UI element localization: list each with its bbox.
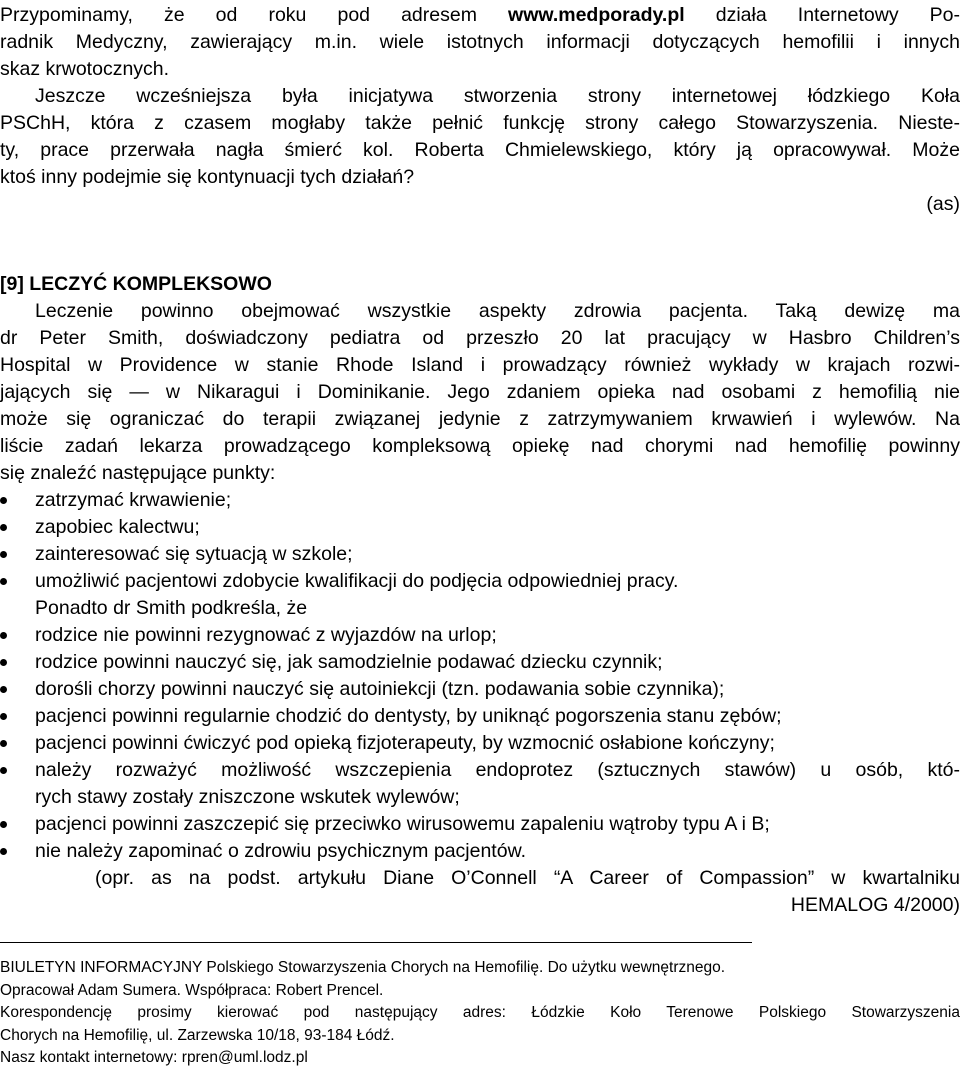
bullet-icon bbox=[0, 524, 7, 531]
list-item-text: należy rozważyć możliwość wszczepienia endoprotez (sztucznych stawów) u osób, któ- bbox=[35, 759, 960, 781]
intro-line-4: Jeszcze wcześniejsza była inicjatywa stworzenia strony internetowej łódzkiego Koła bbox=[35, 85, 960, 107]
bullet-icon bbox=[0, 848, 7, 855]
list-item-text: rych stawy zostały zniszczone wskutek wylewów; bbox=[35, 786, 460, 808]
source-line-1: (opr. as na podst. artykułu Diane O’Connell “A Career of Compassion” w kwartalniku bbox=[95, 867, 960, 889]
bullet-icon bbox=[0, 497, 7, 504]
bullet-icon bbox=[0, 767, 7, 774]
footer-line-2: Opracował Adam Sumera. Współpraca: Robert Prencel. bbox=[0, 981, 384, 999]
article-p1-line: liście zadań lekarza prowadzącego kompleksową opiekę nad chorymi nad hemofilię powinny bbox=[0, 435, 960, 457]
article-p1-line: może się ograniczać do terapii związanej jedynie z zatrzymywaniem krwawień i wylewów. Na bbox=[0, 408, 960, 430]
intro-line-3: skaz krwotocznych. bbox=[0, 58, 170, 80]
list-item bbox=[0, 676, 960, 703]
bullet-icon bbox=[0, 632, 7, 639]
article-p1-line: Hospital w Providence w stanie Rhode Island i prowadzący również wykłady w krajach rozwi- bbox=[0, 354, 960, 376]
list-item-text: pacjenci powinni ćwiczyć pod opieką fizjoterapeuty, by wzmocnić osłabione kończyny; bbox=[35, 732, 775, 754]
recommendations-list bbox=[0, 622, 960, 865]
intro-line-7: ktoś inny podejmie się kontynuacji tych działań? bbox=[0, 166, 415, 188]
list-item-text: rodzice powinni nauczyć się, jak samodzielnie podawać dziecku czynnik; bbox=[35, 651, 663, 673]
bullet-icon bbox=[0, 821, 7, 828]
list-item-text: rodzice nie powinni rezygnować z wyjazdów na urlop; bbox=[35, 624, 497, 646]
footer-line-5: Nasz kontakt internetowy: rpren@uml.lodz.pl bbox=[0, 1049, 308, 1066]
list-item-text: pacjenci powinni zaszczepić się przeciwko wirusowemu zapaleniu wątroby typu A i B; bbox=[35, 813, 770, 835]
footer-line-4: Chorych na Hemofilię, ul. Zarzewska 10/18, 93-184 Łódź. bbox=[0, 1026, 395, 1044]
list-item bbox=[0, 730, 960, 757]
footer-section bbox=[0, 957, 960, 1070]
bullet-icon bbox=[0, 551, 7, 558]
bullet-icon bbox=[0, 686, 7, 693]
list-item-text: umożliwić pacjentowi zdobycie kwalifikacji do podjęcia odpowiedniej pracy. bbox=[35, 570, 679, 592]
list-item bbox=[0, 541, 960, 568]
list-item bbox=[0, 757, 960, 811]
article-section bbox=[0, 271, 960, 919]
article-heading: [9] LECZYĆ KOMPLEKSOWO bbox=[0, 273, 272, 295]
intro-section bbox=[0, 2, 960, 218]
article-p1-line: Leczenie powinno obejmować wszystkie aspekty zdrowia pacjenta. Taką dewizę ma bbox=[35, 300, 960, 322]
list-item-text: pacjenci powinni regularnie chodzić do dentysty, by uniknąć pogorszenia stanu zębów; bbox=[35, 705, 782, 727]
article-p1-line: dr Peter Smith, doświadczony pediatra od przeszło 20 lat pracujący w Hasbro Children’s bbox=[0, 327, 960, 349]
list-item bbox=[0, 514, 960, 541]
intro-line-1 bbox=[0, 2, 960, 29]
list-item bbox=[0, 838, 960, 865]
list-item bbox=[0, 568, 960, 595]
list-item bbox=[0, 622, 960, 649]
intro-line-2: radnik Medyczny, zawierający m.in. wiele istotnych informacji dotyczących hemofilii i innych bbox=[0, 31, 960, 53]
intro-text: działa Internetowy Po- bbox=[684, 4, 960, 26]
intro-text: Przypominamy, że od roku pod adresem bbox=[0, 4, 509, 26]
bullet-icon bbox=[0, 740, 7, 747]
bullet-icon bbox=[0, 713, 7, 720]
list-item bbox=[0, 487, 960, 514]
list-item bbox=[0, 703, 960, 730]
footer-line-3: Korespondencję prosimy kierować pod następujący adres: Łódzkie Koło Terenowe Polskiego Stowarzyszenia bbox=[0, 1004, 960, 1021]
intro-line-5: PSChH, która z czasem mogłaby także pełnić funkcję strony całego Stowarzyszenia. Nieste- bbox=[0, 112, 960, 134]
website-link[interactable]: www.medporady.pl bbox=[508, 4, 685, 26]
treatment-goals-list bbox=[0, 487, 960, 595]
intro-signature: (as) bbox=[926, 193, 960, 215]
list-item-text: dorośli chorzy powinni nauczyć się autoiniekcji (tzn. podawania sobie czynnika); bbox=[35, 678, 725, 700]
also-line: Ponadto dr Smith podkreśla, że bbox=[35, 597, 308, 619]
footer-line-1: BIULETYN INFORMACYJNY Polskiego Stowarzyszenia Chorych na Hemofilię. Do użytku wewnętrznego. bbox=[0, 959, 726, 976]
bullet-icon bbox=[0, 659, 7, 666]
article-p1-line: się znaleźć następujące punkty: bbox=[0, 462, 276, 484]
source-line-2: HEMALOG 4/2000) bbox=[790, 894, 960, 916]
list-item-text: zapobiec kalectwu; bbox=[35, 516, 200, 538]
article-p1-line: jających się — w Nikaragui i Dominikanie. Jego zdaniem opieka nad osobami z hemofilią nie bbox=[0, 381, 960, 403]
list-item-text: nie należy zapominać o zdrowiu psychicznym pacjentów. bbox=[35, 840, 526, 862]
footer-divider bbox=[0, 942, 752, 943]
list-item bbox=[0, 649, 960, 676]
list-item bbox=[0, 811, 960, 838]
list-item-text: zainteresować się sytuacją w szkole; bbox=[35, 543, 353, 565]
intro-line-6: ty, prace przerwała nagła śmierć kol. Roberta Chmielewskiego, który ją opracowywał. Może bbox=[0, 139, 960, 161]
list-item-text: zatrzymać krwawienie; bbox=[35, 489, 232, 511]
bullet-icon bbox=[0, 578, 7, 585]
